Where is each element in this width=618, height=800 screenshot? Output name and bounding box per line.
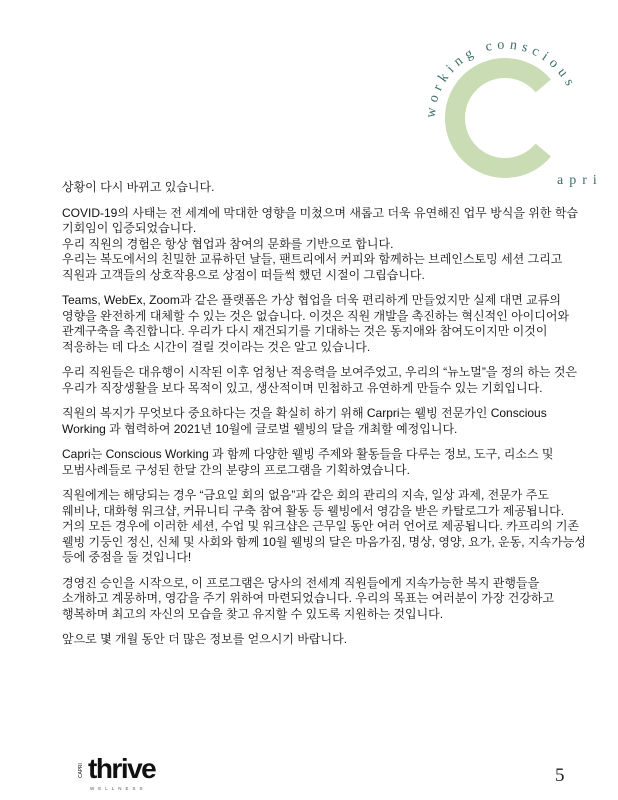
svg-text:apri: apri [557,173,603,188]
paragraph [62,447,607,478]
paragraph [62,406,607,437]
paragraph [62,488,607,566]
text-line: 직원과 고객들의 상호작용으로 상점이 떠들썩 했던 시절이 그립습니다. [62,267,425,282]
text-line: 적응하는 데 다소 시간이 걸릴 것이라는 것은 알고 있습니다. [62,339,371,354]
text-line: 경영진 승인을 시작으로, 이 프로그램은 당사의 전세계 직원들에게 지속가능한 복지 관행들을 [62,575,540,590]
svg-text:WELLNESS: WELLNESS [90,786,147,791]
paragraph [62,206,607,284]
text-line: 모범사례들로 구성된 한달 간의 분량의 프로그램을 기획하였습니다. [62,462,410,477]
text-line: 우리가 직장생활을 보다 목적이 있고, 생산적이며 민첩하고 유연하게 만들수 있는 기회입니다. [62,380,543,395]
text-line: 등에 중점을 둘 것입니다! [62,550,192,564]
text-line: 우리 직원들은 대유행이 시작된 이후 엄청난 적응력을 보여주었고, 우리의 “뉴노멀”을 정의 하는 것은 [62,365,578,379]
capri-c-mark [455,68,543,168]
paragraph [62,365,607,396]
page-number: 5 [555,765,565,786]
capri-working-conscious-logo [425,18,605,190]
document-body [62,180,607,658]
text-line: Working 과 협력하여 2021년 10월에 글로벌 웰빙의 달을 개최할 예정입니다. [62,421,458,436]
text-line: Capri는 Conscious Working 과 함께 다양한 웰빙 주제와 활동들을 다루는 정보, 도구, 리소스 및 [62,447,554,461]
paragraph [62,293,607,355]
text-line: COVID-19의 사태는 전 세계에 막대한 영향을 미쳤으며 새롭고 더욱 유연해진 업무 방식을 위한 학습 [62,205,579,220]
text-line: 웨비나, 대화형 워크샵, 커뮤니티 구축 참여 활동 등 웰빙에서 영감을 받은 카탈로그가 제공됩니다. [62,503,565,518]
text-line: 상황이 다시 바뀌고 있습니다. [62,180,215,194]
paragraph [62,632,607,648]
paragraph [62,576,607,623]
text-line: 거의 모든 경우에 이러한 세션, 수업 및 워크샵은 근무일 동안 여러 언어로 제공됩니다. 카프리의 기존 [62,519,580,533]
paragraph [62,180,607,196]
thrive-wellness-logo [76,744,166,794]
text-line: 우리 직원의 경험은 항상 협업과 참여의 문화를 기반으로 합니다. [62,236,394,251]
text-line: 관계구축을 촉진합니다. 우리가 다시 재건되기를 기대하는 것은 동지애와 참여도이지만 이것이 [62,324,548,338]
text-line: Teams, WebEx, Zoom과 같은 플랫폼은 가상 협업을 더욱 편리하게 만들었지만 실제 대면 교류의 [62,293,561,307]
text-line: 영향을 완전하게 대체할 수 있는 것은 없습니다. 이것은 직원 개발을 촉진하는 혁신적인 아이디어와 [62,308,570,323]
text-line: 직원에게는 해당되는 경우 “금요일 회의 없음”과 같은 회의 관리의 지속, 일상 과제, 전문가 주도 [62,488,549,502]
svg-text:thrive: thrive [88,753,156,784]
text-line: 웰빙 기둥인 정신, 신체 및 사회와 함께 10월 웰빙의 달은 마음가짐, 명상, 영양, 요가, 운동, 지속가능성 [62,534,586,549]
text-line: 직원의 복지가 무엇보다 중요하다는 것을 확실히 하기 위해 Carpri는 웰빙 전문가인 Conscious [62,406,547,420]
text-line: 기회임이 입증되었습니다. [62,221,197,235]
svg-text:CAPRI: CAPRI [78,763,84,778]
text-line: 소개하고 계몽하며, 영감을 주기 위하여 마련되었습니다. 우리의 목표는 여러분이 가장 건강하고 [62,591,555,605]
text-line: 우리는 복도에서의 친밀한 교류하던 날들, 팬트리에서 커피와 함께하는 브레인스토밍 세션 그리고 [62,252,563,266]
text-line: 행복하며 최고의 자신의 모습을 찾고 유지할 수 있도록 지원하는 것입니다. [62,606,444,621]
text-line: 앞으로 몇 개월 동안 더 많은 정보를 얻으시기 바랍니다. [62,632,348,646]
svg-text:working conscious: working conscious [425,37,580,119]
